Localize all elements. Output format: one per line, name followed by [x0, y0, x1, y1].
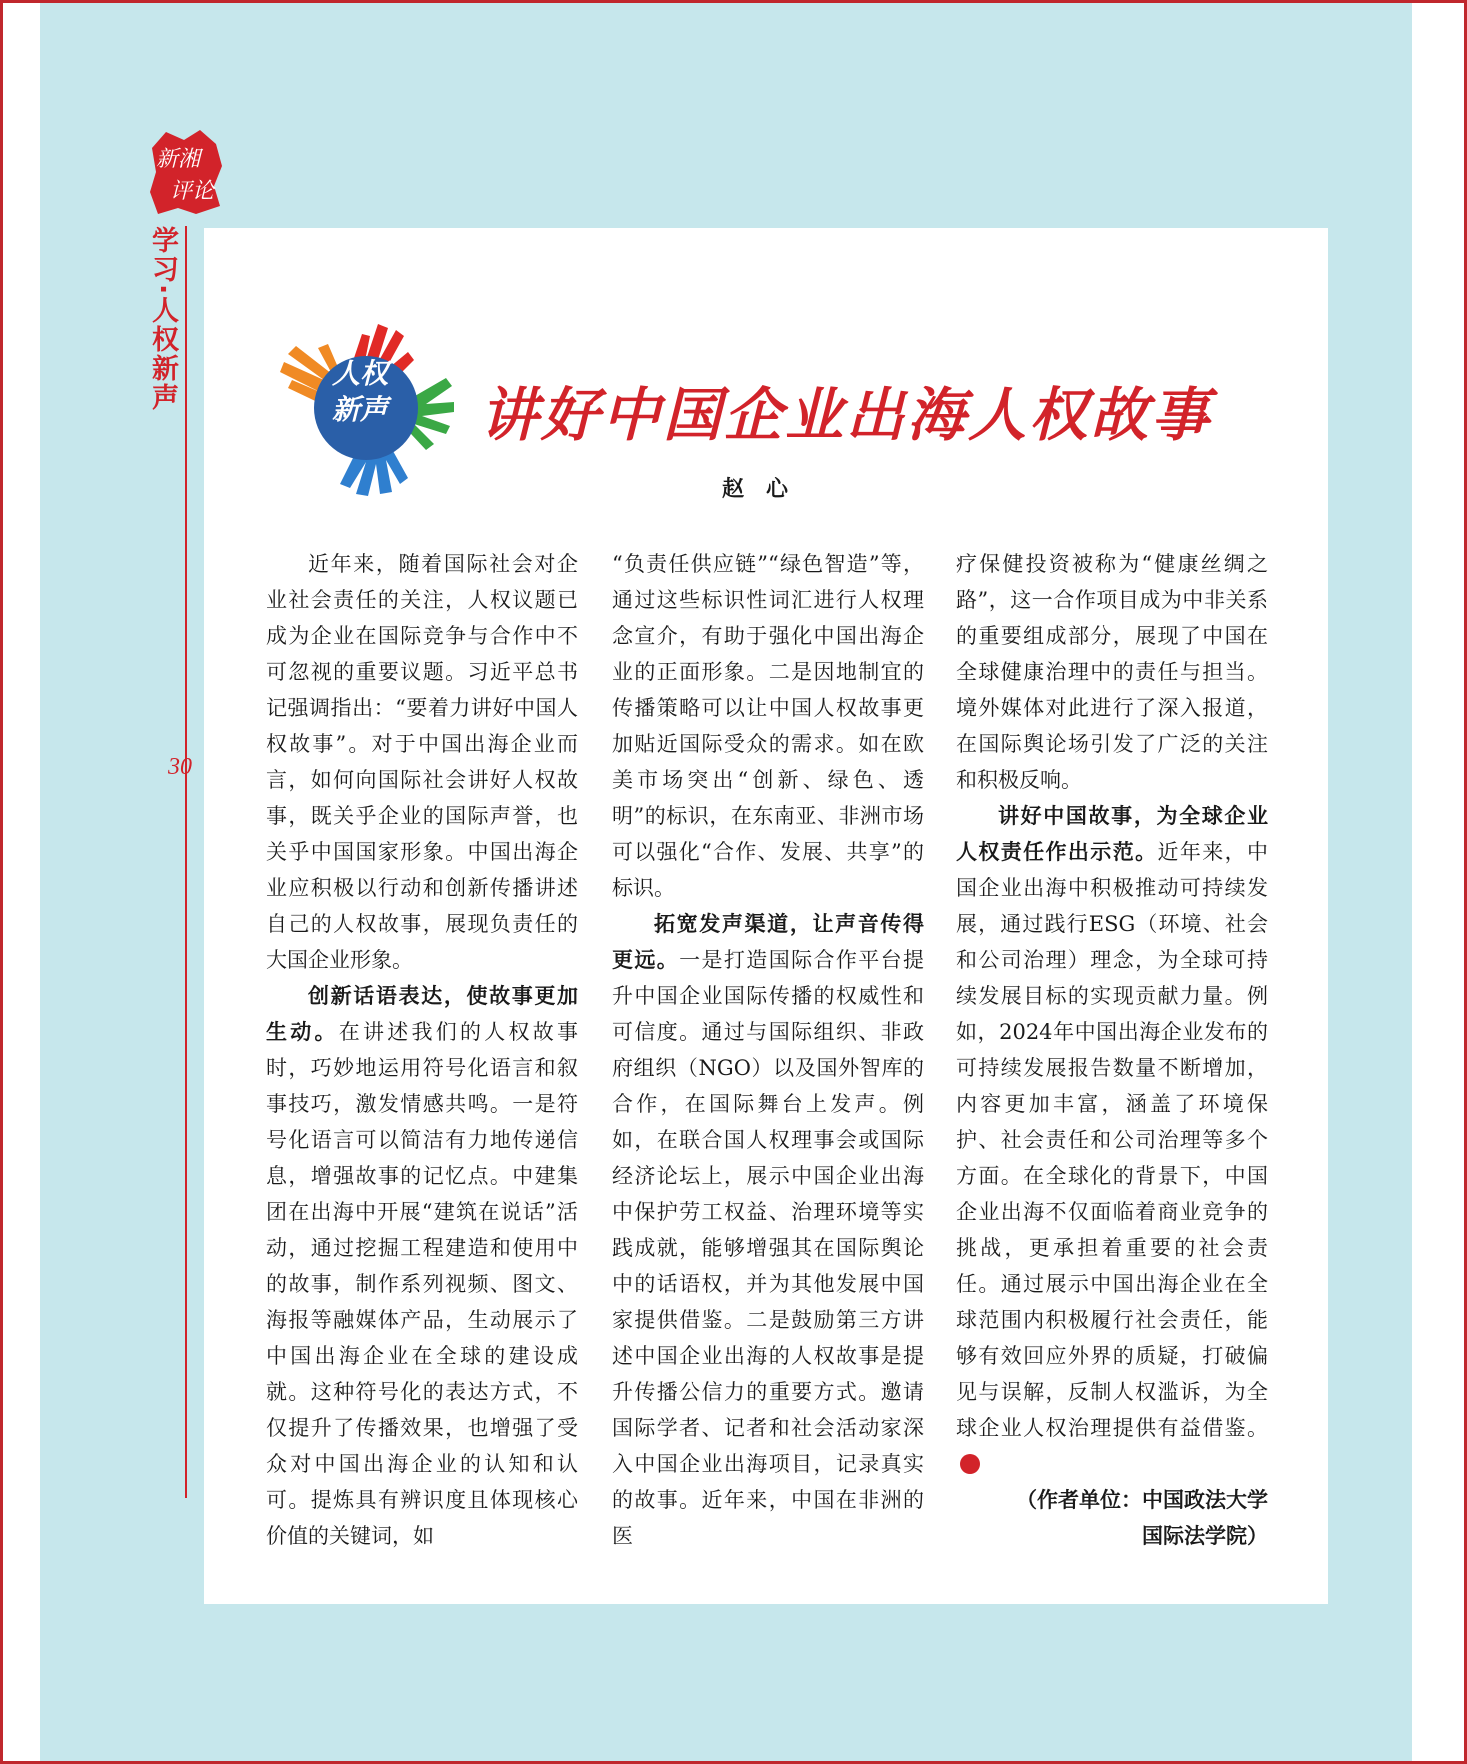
- end-mark-icon: [960, 1454, 980, 1474]
- paragraph-body: 在讲述我们的人权故事时，巧妙地运用符号化语言和叙事技巧，激发情感共鸣。一是符号化语言可以简洁有力地传递信息，增强故事的记忆点。中建集团在出海中开展“建筑在说话”活动，通过挖掘工程建造和使用中的故事，制作系列视频、图文、海报等融媒体产品，生动展示了中国出海企业在全球的建设成就。这种符号化的表达方式，不仅提升了传播效果，也增强了受众对中国出海企业的认知和认可。提炼具有辨识度且体现核心价值的关键词，如: [266, 1020, 578, 1548]
- paragraph: [956, 798, 1268, 1482]
- section-label: 学习·人权新声: [147, 226, 178, 413]
- article-title: 讲好中国企业出海人权故事: [480, 381, 1213, 449]
- subheading: 拓宽发声渠道，让声音传得更远。: [612, 912, 924, 972]
- page-number: 30: [168, 754, 192, 780]
- paragraph: [266, 978, 578, 1554]
- paragraph: [612, 906, 924, 1554]
- paragraph: 疗保健投资被称为“健康丝绸之路”，这一合作项目成为中非关系的重要组成部分，展现了中国在全球健康治理中的责任与担当。境外媒体对此进行了深入报道，在国际舆论场引发了广泛的关注和积极反响。: [956, 552, 1268, 792]
- author-affiliation: [956, 1482, 1268, 1554]
- logo-line1: 人权: [331, 357, 388, 390]
- svg-text:新湘: 新湘: [156, 147, 201, 172]
- affiliation-text: （作者单位：中国政法大学国际法学院）: [1016, 1488, 1268, 1548]
- article-panel: [204, 228, 1328, 1604]
- text-column-2: [612, 546, 924, 1554]
- paragraph-body: 近年来，中国企业出海中积极推动可持续发展，通过践行ESG（环境、社会和公司治理）理念，为全球可持续发展目标的实现贡献力量。例如，2024年中国出海企业发布的可持续发展报告数量不断增加，内容更加丰富，涵盖了环境保护、社会责任和公司治理等多个方面。在全球化的背景下，中国企业出海不仅面临着商业竞争的挑战，更承担着重要的社会责任。通过展示中国出海企业在全球范围内积极履行社会责任，能够有效回应外界的质疑，打破偏见与误解，反制人权滥诉，为全球企业人权治理提供有益借鉴。: [956, 840, 1269, 1440]
- section-divider-line: [185, 226, 187, 1498]
- column-logo-text: [308, 356, 412, 428]
- column-logo: [270, 316, 460, 496]
- subheading: 创新话语表达，使故事更加生动。: [266, 984, 578, 1044]
- paragraph: 近年来，随着国际社会对企业社会责任的关注，人权议题已成为企业在国际竞争与合作中不可忽视的重要议题。习近平总书记强调指出：“要着力讲好中国人权故事”。对于中国出海企业而言，如何向国际社会讲好人权故事，既关乎企业的国际声誉，也关乎中国国家形象。中国出海企业应积极以行动和创新传播讲述自己的人权故事，展现负责任的大国企业形象。: [266, 552, 578, 972]
- subheading: 讲好中国故事，为全球企业人权责任作出示范。: [956, 804, 1268, 864]
- logo-line2: 新声: [331, 393, 388, 426]
- text-column-1: [266, 546, 578, 1554]
- text-column-3: [956, 546, 1268, 1554]
- paragraph: “负责任供应链”“绿色智造”等，通过这些标识性词汇进行人权理念宣介，有助于强化中国出海企业的正面形象。二是因地制宜的传播策略可以让中国人权故事更加贴近国际受众的需求。如在欧美市场突出“创新、绿色、透明”的标识，在东南亚、非洲市场可以强化“合作、发展、共享”的标识。: [612, 552, 924, 900]
- magazine-stamp-logo: [144, 126, 226, 218]
- paragraph-body: 一是打造国际合作平台提升中国企业国际传播的权威性和可信度。通过与国际组织、非政府组织（NGO）以及国外智库的合作，在国际舞台上发声。例如，在联合国人权理事会或国际经济论坛上，展示中国企业出海中保护劳工权益、治理环境等实践成就，能够增强其在国际舆论中的话语权，并为其他发展中国家提供借鉴。二是鼓励第三方讲述中国企业出海的人权故事是提升传播公信力的重要方式。邀请国际学者、记者和社会活动家深入中国企业出海项目，记录真实的故事。近年来，中国在非洲的医: [612, 948, 925, 1548]
- svg-text:评论: 评论: [170, 179, 215, 204]
- article-author: 赵心: [721, 476, 810, 502]
